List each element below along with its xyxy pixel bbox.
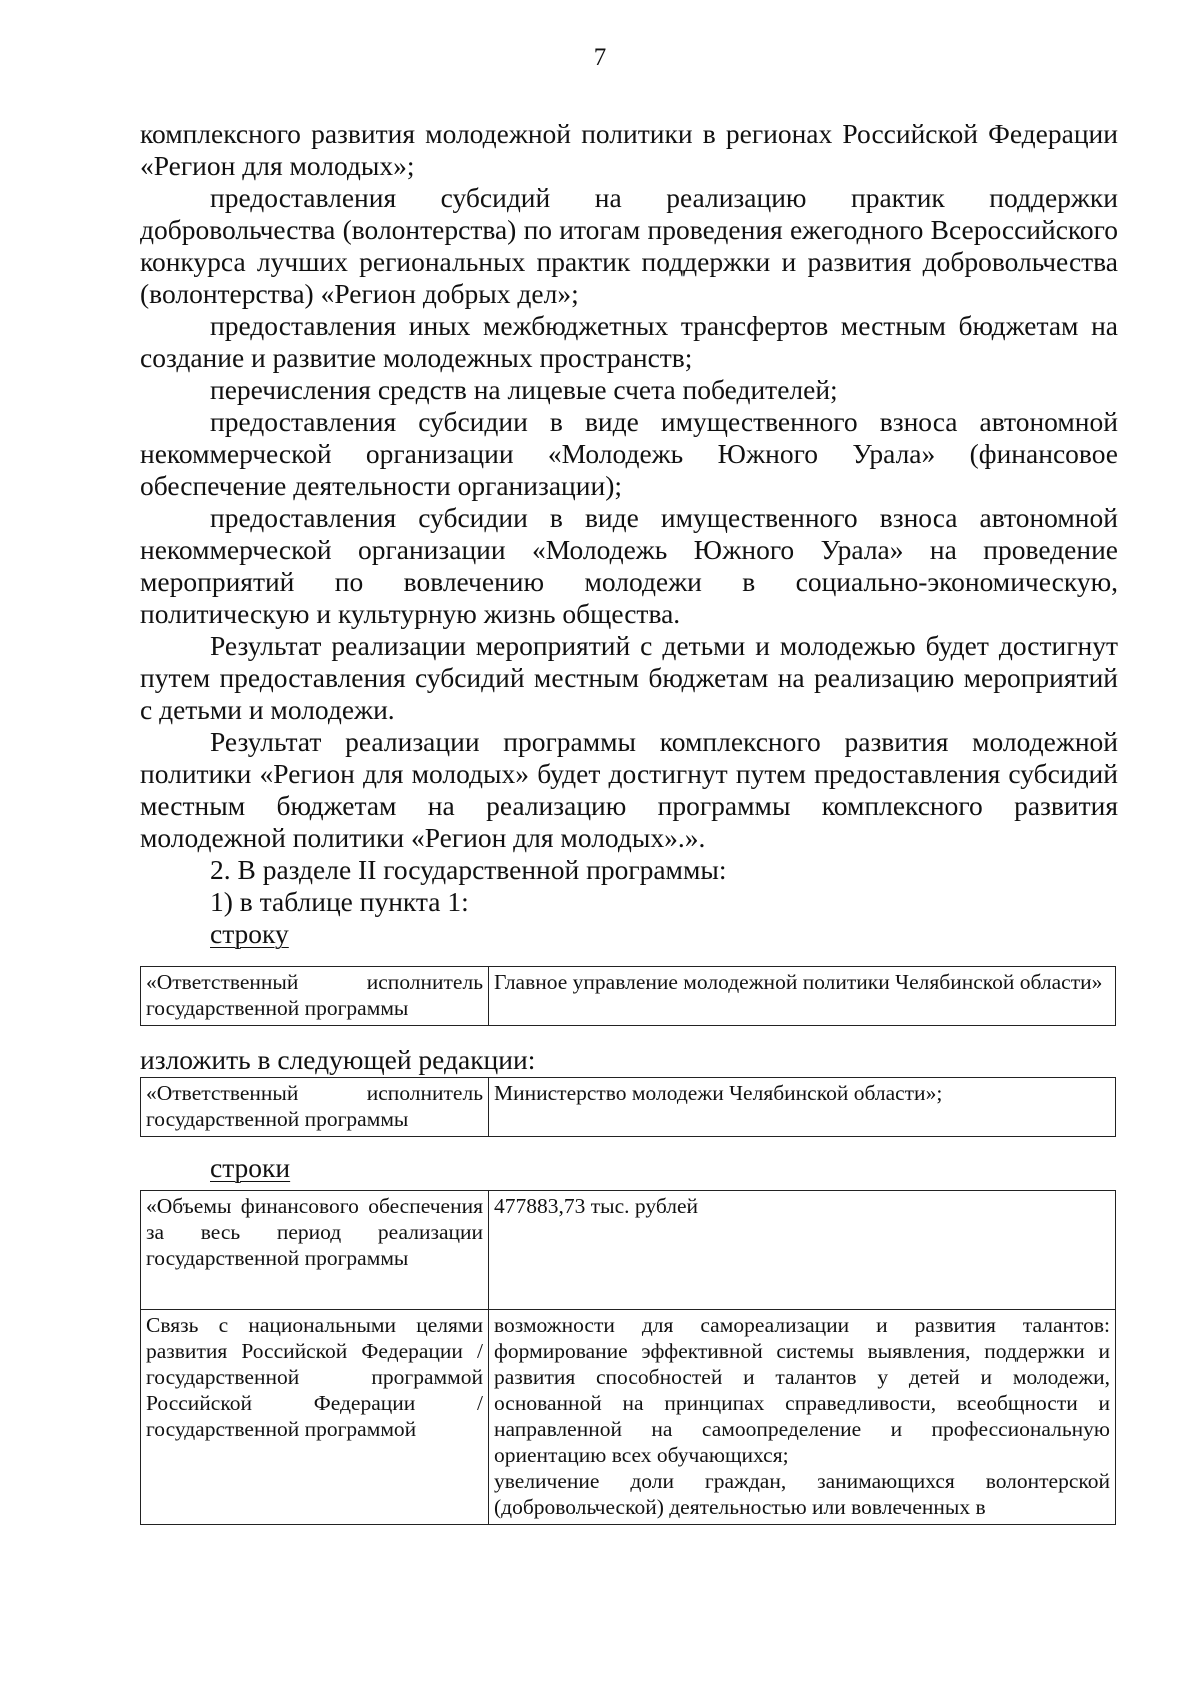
replace-label-block <box>140 1044 1118 1076</box>
paragraph-4: перечисления средств на лицевые счета победителей; <box>210 374 838 405</box>
paragraph-2: предоставления субсидий на реализацию практик поддержки добровольчества (волонтерства) по итогам проведения ежегодного Всероссийского конкурса лучших региональных практик поддержки и развития добровольчества (волонтерства) «Регион добрых дел»; <box>140 182 1118 309</box>
label-rows-plural <box>140 1152 1118 1184</box>
old-row-left-cell: «Ответственный исполнитель государственной программы <box>141 967 489 1026</box>
paragraph-1: комплексного развития молодежной политики в регионах Российской Федерации «Регион для молодых»; <box>140 118 1118 181</box>
page-number: 7 <box>593 44 607 71</box>
new-row-left-cell: «Ответственный исполнитель государственной программы <box>141 1078 489 1137</box>
paragraph-9: 2. В разделе II государственной программы: <box>210 854 727 885</box>
funding-left-cell: «Объемы финансового обеспечения за весь период реализации государственной программы <box>141 1191 489 1310</box>
label-row-single <box>140 918 1118 950</box>
national-goals-text-2: увеличение доли граждан, занимающихся волонтерской (добровольческой) деятельностью или вовлеченных в <box>494 1469 1110 1519</box>
rows-label-block <box>140 1152 1118 1184</box>
national-goals-right-cell <box>489 1310 1116 1525</box>
old-value-table <box>140 966 1116 1026</box>
table-row <box>141 1191 1116 1310</box>
paragraph-8: Результат реализации программы комплексного развития молодежной политики «Регион для молодых» будет достигнут путем предоставления субсидий местным бюджетам на реализацию программы комплексного развития молодежной политики «Регион для молодых».». <box>140 726 1118 853</box>
table-row <box>141 1310 1116 1525</box>
table-row <box>141 1078 1116 1137</box>
label-row-single-text: строку <box>210 918 289 949</box>
paragraph-6: предоставления субсидии в виде имущественного взноса автономной некоммерческой организации «Молодежь Южного Урала» на проведение мероприятий по вовлечению молодежи в социально-экономическую, политическую и культурную жизнь общества. <box>140 502 1118 629</box>
national-goals-text-1: возможности для самореализации и развития талантов: формирование эффективной системы выявления, поддержки и развития способностей и талантов у детей и молодежи, основанной на принципах справедливости, всеобщности и направленной на самоопределение и профессиональную ориентацию всех обучающихся; <box>494 1313 1110 1467</box>
rows-table <box>140 1190 1116 1525</box>
paragraph-5: предоставления субсидии в виде имущественного взноса автономной некоммерческой организации «Молодежь Южного Урала» (финансовое обеспечение деятельности организации); <box>140 406 1118 501</box>
new-value-table <box>140 1077 1116 1137</box>
paragraph-7: Результат реализации мероприятий с детьми и молодежью будет достигнут путем предоставления субсидий местным бюджетам на реализацию мероприятий с детьми и молодежи. <box>140 630 1118 725</box>
label-replace-with: изложить в следующей редакции: <box>140 1044 536 1075</box>
new-row-right-cell: Министерство молодежи Челябинской области»; <box>489 1078 1116 1137</box>
table-row <box>141 967 1116 1026</box>
paragraph-3: предоставления иных межбюджетных трансфертов местным бюджетам на создание и развитие молодежных пространств; <box>140 310 1118 373</box>
national-goals-left-cell: Связь с национальными целями развития Российской Федерации / государственной программой Российской Федерации / государственной программой <box>141 1310 489 1525</box>
paragraph-10: 1) в таблице пункта 1: <box>210 886 469 917</box>
document-body <box>140 118 1118 950</box>
label-rows-plural-text: строки <box>210 1152 291 1183</box>
funding-right-cell: 477883,73 тыс. рублей <box>489 1191 1116 1310</box>
old-row-right-cell: Главное управление молодежной политики Челябинской области» <box>489 967 1116 1026</box>
